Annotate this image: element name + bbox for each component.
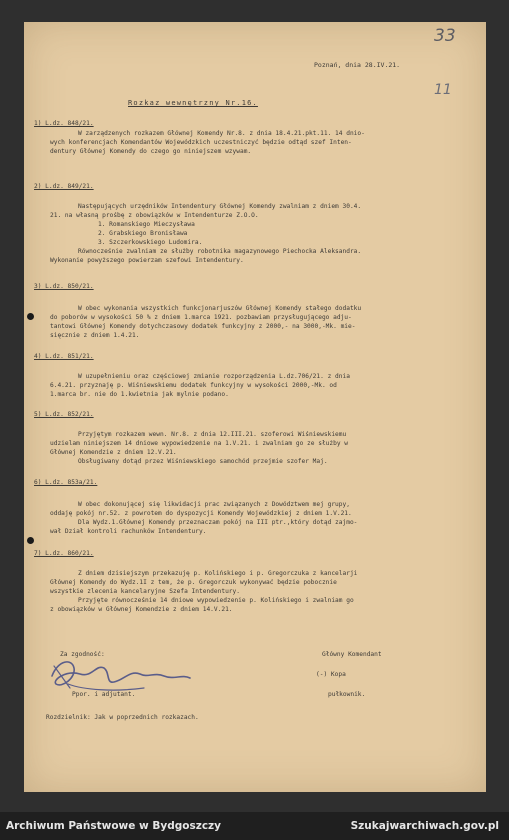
distribution-note: Rozdzielnik: Jak w poprzednich rozkazach. [46,714,199,721]
commander-title: Główny Komendant [322,651,382,658]
page-number: 33 [434,26,456,46]
place-date: Poznań, dnia 28.IV.21. [314,61,401,69]
item-reference: 5) L.dz. 852/21. [34,411,94,418]
item-line: W uzupełnieniu oraz częściowej zmianie rozporządzenia L.dz.706/21. z dnia [78,373,350,380]
item-line: Głównej Komendzie z dniem 12.V.21. [50,449,177,456]
item-line: Przyjętym rozkazem wewn. Nr.8. z dnia 12.III.21. szoferowi Wiśniewskiemu [78,431,347,438]
document-title: Rozkaz wewnętrzny Nr.16. [128,99,258,107]
archive-footer [0,812,509,840]
item-reference: 1) L.dz. 848/21. [34,120,94,127]
item-line: z obowiązków w Głównej Komendzie z dniem 14.V.21. [50,606,233,613]
item-line: wych konferencjach Komendantów Wojewódzkich uczestniczyć będzie odtąd szef Inten- [50,139,352,146]
item-line: udzielam niniejszem 14 dniowe wypowiedzenie na 1.V.21. i zwalniam go ze służby w [50,440,349,447]
item-reference: 3) L.dz. 850/21. [34,283,94,290]
item-reference: 7) L.dz. 860/21. [34,550,94,557]
item-line: Obsługiwany dotąd przez Wiśniewskiego samochód przejmie szofer Maj. [78,458,328,465]
document-page [24,22,486,792]
item-line: sięcznie z dniem 1.4.21. [50,332,140,339]
item-line: 1. Romanskiego Mieczysława [98,221,195,228]
item-line: wszystkie zlecenia kancelaryjne Szefa Intendentury. [50,588,240,595]
item-line: Z dniem dzisiejszym przekazuję p. Kolińskiego i p. Gregorczuka z kancelarji [78,570,358,577]
item-line: W zarządzenych rozkazem Głównej Komendy Nr.8. z dnia 18.4.21.pkt.11. 14 dnio- [78,130,365,137]
certification-label: Za zgodność: [60,651,105,658]
item-body [50,430,472,466]
commander-rank: pułkownik. [328,691,366,698]
item-reference: 4) L.dz. 851/21. [34,353,94,360]
item-line: dentury Głównej Komendy do czego go niniejszem wzywam. [50,148,252,155]
item-line: 1.marca br. nie do 1.kwietnia jak mylnie podano. [50,391,229,398]
item-line: oddaję pokój nr.52. z powrotem do dyspozycji Komendy Wojewódzkiej z dniem 1.V.21. [50,510,352,517]
item-line: W obec wykonania wszystkich funkcjonarjuszów Głównej Komendy stałego dodatku [78,305,362,312]
item-line: 6.4.21. przyznaję p. Wiśniewskiemu dodatek funkcyjny w wysokości 2000,-Mk. od [50,382,337,389]
item-line: Wykonanie powyższego powierzam szefowi Intendentury. [50,257,244,264]
item-body [50,202,472,265]
adjutant-rank: Ppor. i adjutant. [72,691,136,698]
item-line: Głównej Komendy do Wydz.1I z tem, że p. Gregorczuk wykonywać będzie pobocznie [50,579,337,586]
item-line: 3. Szczerkowskiego Ludomira. [98,239,203,246]
item-body [50,372,472,399]
archive-name: Archiwum Państwowe w Bydgoszczy [6,820,221,832]
item-line: 2. Grabskiego Bronisława [98,230,188,237]
item-line: Przyjęte równocześnie 14 dniowe wypowiedzenie p. Kolińskiego i zwalniam go [78,597,354,604]
item-line: do poborów w wysokości 50 % z dniem 1.marca 1921. pozbawiam przysługującego adju- [50,314,352,321]
item-body [50,500,472,536]
item-reference: 2) L.dz. 849/21. [34,183,94,190]
item-body [50,304,472,340]
archive-website: Szukajwarchiwach.gov.pl [350,820,499,832]
item-reference: 6) L.dz. 853a/21. [34,479,98,486]
item-body [50,569,472,614]
item-line: 21. na własną prośbę z obowiązków w Intendenturze Z.O.O. [50,212,259,219]
item-line: Następujących urzędników Intendentury Głównej Komendy zwalniam z dniem 30.4. [78,203,362,210]
handwritten-signature-icon [44,654,194,694]
punch-hole [27,313,34,320]
faded-stamp [72,26,222,66]
item-line: Dla Wydz.1.Głównej Komendy przeznaczam pokój na III ptr.,który dotąd zajmo- [78,519,358,526]
sheet-number: 11 [434,82,452,98]
punch-hole [27,537,34,544]
item-line: W obec dokonującej się likwidacji prac związanych z Dowództwem mej grupy, [78,501,350,508]
item-body [50,129,472,156]
commander-name: (-) Kopa [316,671,346,678]
item-line: tantowi Głównej Komendy dotychczasowy dodatek funkcyjny z 2000,- na 3000,-Mk. mie- [50,323,356,330]
item-line: wał Dział kontroli rachunków Intendentury. [50,528,207,535]
item-line: Równocześnie zwalniam ze służby robotnika magazynowego Piechocka Aleksandra. [78,248,362,255]
